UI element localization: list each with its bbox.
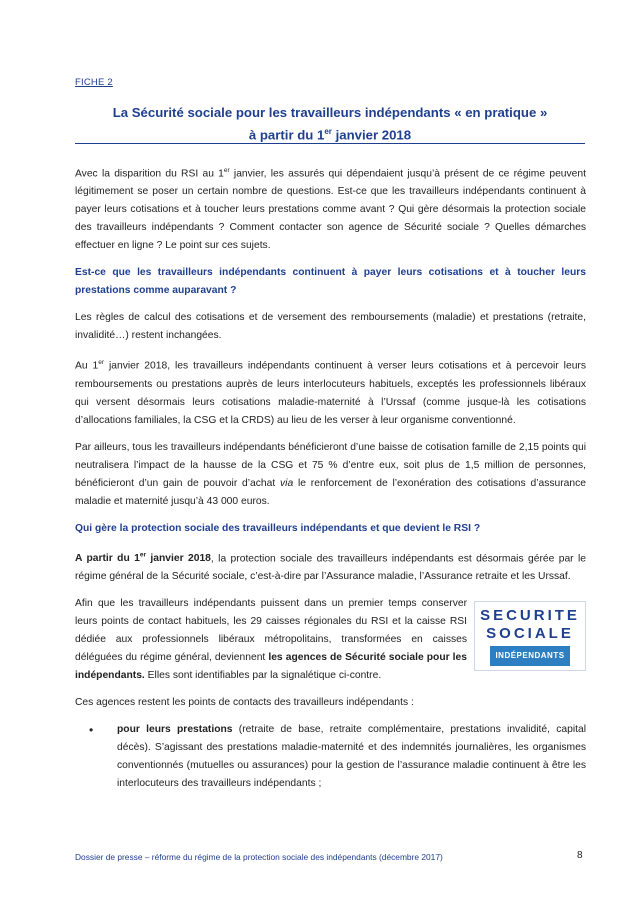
logo-line-3: INDÉPENDANTS xyxy=(490,646,569,666)
january-superscript: er xyxy=(98,359,105,367)
january-text-rest: janvier 2018, les travailleurs indépendants continuent à verser leurs cotisations et à percevoir leurs remboursements ou prestations auprès de leurs interlocuteurs habituels, exceptés les professionnels libéraux qui versent désormais leurs cotisations maladie-maternité à l’Urssaf (comme jusque-là les cotisations d’allocations familiales, la CSG et la CRDS) au lieu de les verser à leur organisme conventionné. xyxy=(75,360,586,426)
title-divider xyxy=(75,143,585,144)
intro-text: Avec la disparition du RSI au 1 xyxy=(75,168,224,180)
regime-superscript: er xyxy=(139,551,147,559)
page-number: 8 xyxy=(577,850,583,861)
agencies-bold: les agences de Sécurité sociale pour les indépendants. xyxy=(75,652,467,682)
paragraph-cotisation xyxy=(75,439,586,511)
list-item xyxy=(89,721,586,793)
regime-bold xyxy=(75,553,211,564)
cotisation-italic: via xyxy=(280,477,294,489)
paragraph-january xyxy=(75,354,586,429)
intro-paragraph xyxy=(75,162,586,255)
agencies-section xyxy=(75,595,586,694)
bullet-rest: (retraite de base, retraite complémentaire, prestations invalidité, capital décès). S’agissant des prestations maladie-maternité et des indemnités journalières, les organismes conventionnés (mutuelles ou assurances) pour la gestion de l’assurance maladie continuent à être les interlocuteurs des travailleurs indépendants ; xyxy=(117,724,586,790)
paragraph-agencies xyxy=(75,595,467,685)
title-line-2 xyxy=(75,122,585,144)
question-heading-1: Est-ce que les travailleurs indépendants continuent à payer leurs cotisations et à toucher leurs prestations comme auparavant ? xyxy=(75,267,586,297)
question-heading-2: Qui gère la protection sociale des travailleurs indépendants et que devient le RSI ? xyxy=(75,522,481,534)
cotisation-text-rest: le renforcement de l’exonération des cotisations d’assurance maladie et maternité jusqu’à 43 000 euros. xyxy=(75,477,586,507)
logo-line-2: SOCIALE xyxy=(486,624,574,642)
logo-line-1: SECURITE xyxy=(480,606,580,624)
paragraph-contacts: Ces agences restent les points de contacts des travailleurs indépendants : xyxy=(75,697,414,709)
title-line-2-text: à partir du 1 xyxy=(248,127,325,143)
paragraph-regime xyxy=(75,547,586,586)
regime-text: , la protection sociale des travailleurs indépendants est désormais gérée par le régime général de la Sécurité sociale, c’est-à-dire par l’Assurance maladie, l’Assurance retraite et les Urssaf. xyxy=(75,553,587,583)
title-superscript: er xyxy=(324,127,332,136)
title-line-1: La Sécurité sociale pour les travailleurs indépendants « en pratique » xyxy=(112,105,548,120)
securite-sociale-logo xyxy=(474,601,586,671)
january-text: Au 1 xyxy=(75,360,99,372)
intro-text-rest: janvier, les assurés qui dépendaient jusqu’à présent de ce régime peuvent légitimement se poser un certain nombre de questions. Est-ce que les travailleurs indépendants continuent à payer leurs cotisations et à toucher leurs prestations comme avant ? Qui gère désormais la protection sociale des travailleurs indépendants ? Comment contacter son agence de Sécurité sociale ? Quelles démarches effectuer en ligne ? Le point sur ces sujets. xyxy=(75,168,586,252)
page-footer: Dossier de presse – réforme du régime de la protection sociale des indépendants (décembre 2017) xyxy=(75,852,443,862)
bullet-bold: pour leurs prestations xyxy=(117,724,233,736)
cotisation-text: Par ailleurs, tous les travailleurs indépendants bénéficieront d’une baisse de cotisation famille de 2,15 points qui neutralisera l’impact de la hausse de la CSG et 75 % d’entre eux, soit plus de 1,5 million de personnes, bénéficieront d’un gain de pouvoir d’achat xyxy=(75,441,586,489)
page-title xyxy=(75,103,585,144)
regime-bold-end: janvier 2018 xyxy=(146,553,211,565)
agencies-text-rest: Elles sont identifiables par la signalétique ci-contre. xyxy=(144,670,382,682)
bullet-icon: • xyxy=(89,723,94,738)
document-body xyxy=(75,162,586,793)
paragraph-rules: Les règles de calcul des cotisations et de versement des remboursements (maladie) et prestations (retraite, invalidité…) restent inchangées. xyxy=(75,312,586,342)
regime-bold-text: A partir du 1 xyxy=(75,553,140,565)
intro-superscript: er xyxy=(223,167,230,174)
fiche-label: FICHE 2 xyxy=(75,77,113,88)
bullet-text xyxy=(117,721,586,793)
agencies-text: Afin que les travailleurs indépendants puissent dans un premier temps conserver leurs points de contact habituels, les 29 caisses régionales du RSI et la caisse RSI dédiée aux professionnels libéraux métropolitains, transformées en caisses déléguées du régime général, deviennent xyxy=(75,598,467,664)
title-line-2-end: janvier 2018 xyxy=(331,127,412,143)
